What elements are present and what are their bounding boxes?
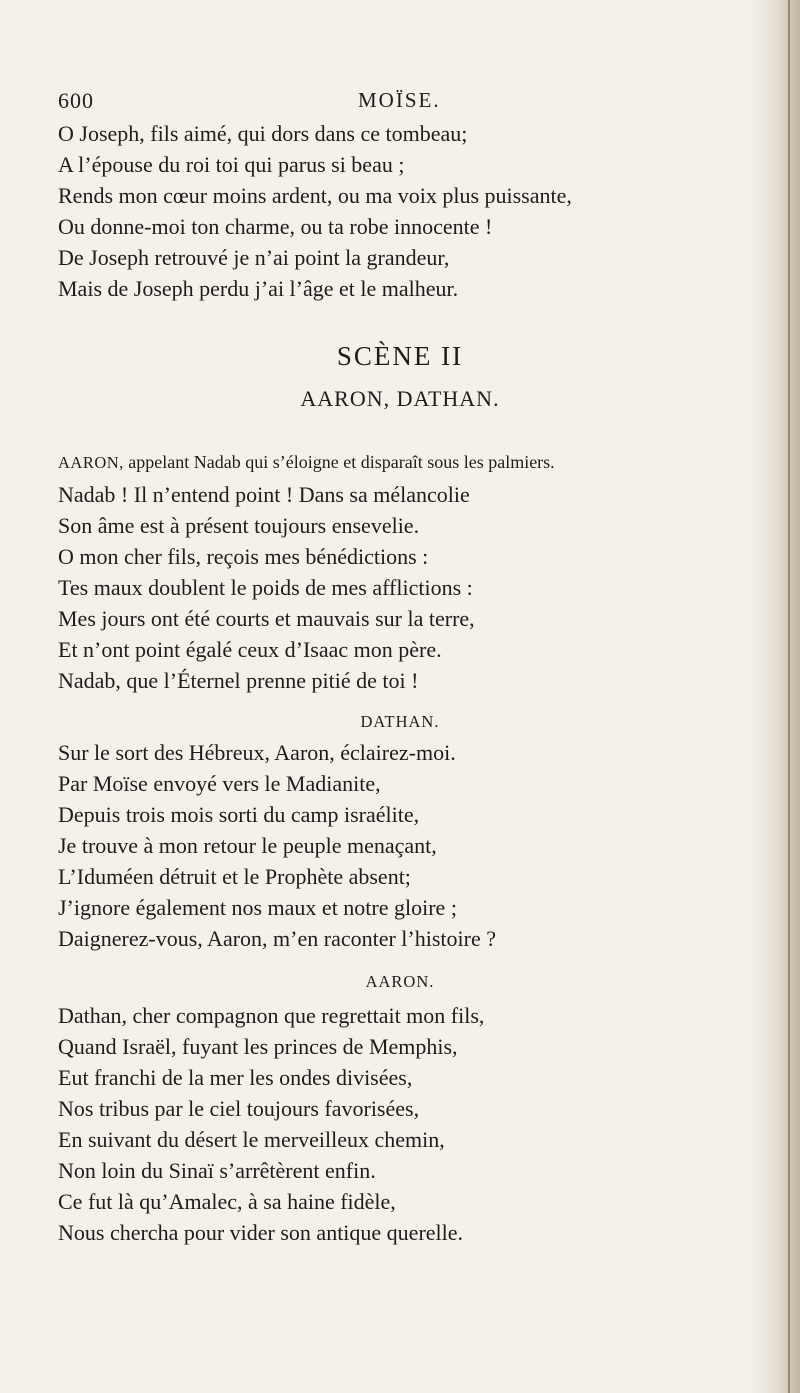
- verse-line: A l’épouse du roi toi qui parus si beau ;: [58, 152, 405, 177]
- verse-line: Ce fut là qu’Amalec, à sa haine fidèle,: [58, 1189, 396, 1214]
- verse-line: En suivant du désert le merveilleux chemin,: [58, 1127, 445, 1152]
- stage-direction-speaker: AARON,: [58, 453, 124, 472]
- verse-line: Sur le sort des Hébreux, Aaron, éclairez-moi.: [58, 740, 456, 765]
- verse-line: De Joseph retrouvé je n’ai point la grandeur,: [58, 245, 450, 270]
- verse-line: Quand Israël, fuyant les princes de Memphis,: [58, 1034, 458, 1059]
- verse-line: Nous chercha pour vider son antique querelle.: [58, 1220, 464, 1245]
- verse-line: O mon cher fils, reçois mes bénédictions :: [58, 544, 429, 569]
- verse-line: Nos tribus par le ciel toujours favorisées,: [58, 1096, 420, 1121]
- verse-line: O Joseph, fils aimé, qui dors dans ce tombeau;: [58, 121, 468, 146]
- page-gutter-line: [788, 0, 790, 1393]
- page-number: 600: [58, 88, 94, 113]
- dathan-speech: [58, 737, 738, 954]
- page-edge-shadow: [750, 0, 800, 1393]
- speaker-aaron: AARON.: [365, 972, 435, 991]
- scene-characters: AARON, DATHAN.: [300, 386, 500, 411]
- verse-line: Non loin du Sinaï s’arrêtèrent enfin.: [58, 1158, 376, 1183]
- verse-line: Depuis trois mois sorti du camp israélite,: [58, 802, 420, 827]
- verse-line: Tes maux doublent le poids de mes afflictions :: [58, 575, 473, 600]
- aaron-speech-1: [58, 479, 738, 696]
- verse-line: Eut franchi de la mer les ondes divisées,: [58, 1065, 413, 1090]
- verse-line: Dathan, cher compagnon que regrettait mon fils,: [58, 1003, 485, 1028]
- verse-line: Rends mon cœur moins ardent, ou ma voix plus puissante,: [58, 183, 572, 208]
- verse-line: Et n’ont point égalé ceux d’Isaac mon père.: [58, 637, 442, 662]
- stage-direction: [58, 452, 798, 473]
- verse-line: Par Moïse envoyé vers le Madianite,: [58, 771, 381, 796]
- verse-line: Nadab ! Il n’entend point ! Dans sa mélancolie: [58, 482, 470, 507]
- verse-line: Ou donne-moi ton charme, ou ta robe innocente !: [58, 214, 493, 239]
- verse-line: Son âme est à présent toujours ensevelie.: [58, 513, 420, 538]
- verse-line: Nadab, que l’Éternel prenne pitié de toi !: [58, 668, 419, 693]
- verse-line: L’Iduméen détruit et le Prophète absent;: [58, 864, 411, 889]
- verse-line: Mais de Joseph perdu j’ai l’âge et le malheur.: [58, 276, 459, 301]
- running-title: MOÏSE.: [358, 88, 441, 112]
- aaron-speech-2: [58, 1000, 738, 1248]
- stage-direction-text: appelant Nadab qui s’éloigne et disparaît sous les palmiers.: [123, 452, 555, 472]
- verses-top: [58, 118, 738, 304]
- verse-line: Daignerez-vous, Aaron, m’en raconter l’histoire ?: [58, 926, 496, 951]
- verse-line: J’ignore également nos maux et notre gloire ;: [58, 895, 457, 920]
- scene-heading: SCÈNE II: [336, 341, 464, 371]
- page-header: [58, 88, 738, 120]
- verse-line: Je trouve à mon retour le peuple menaçant,: [58, 833, 437, 858]
- speaker-dathan: DATHAN.: [360, 712, 440, 731]
- verse-line: Mes jours ont été courts et mauvais sur la terre,: [58, 606, 475, 631]
